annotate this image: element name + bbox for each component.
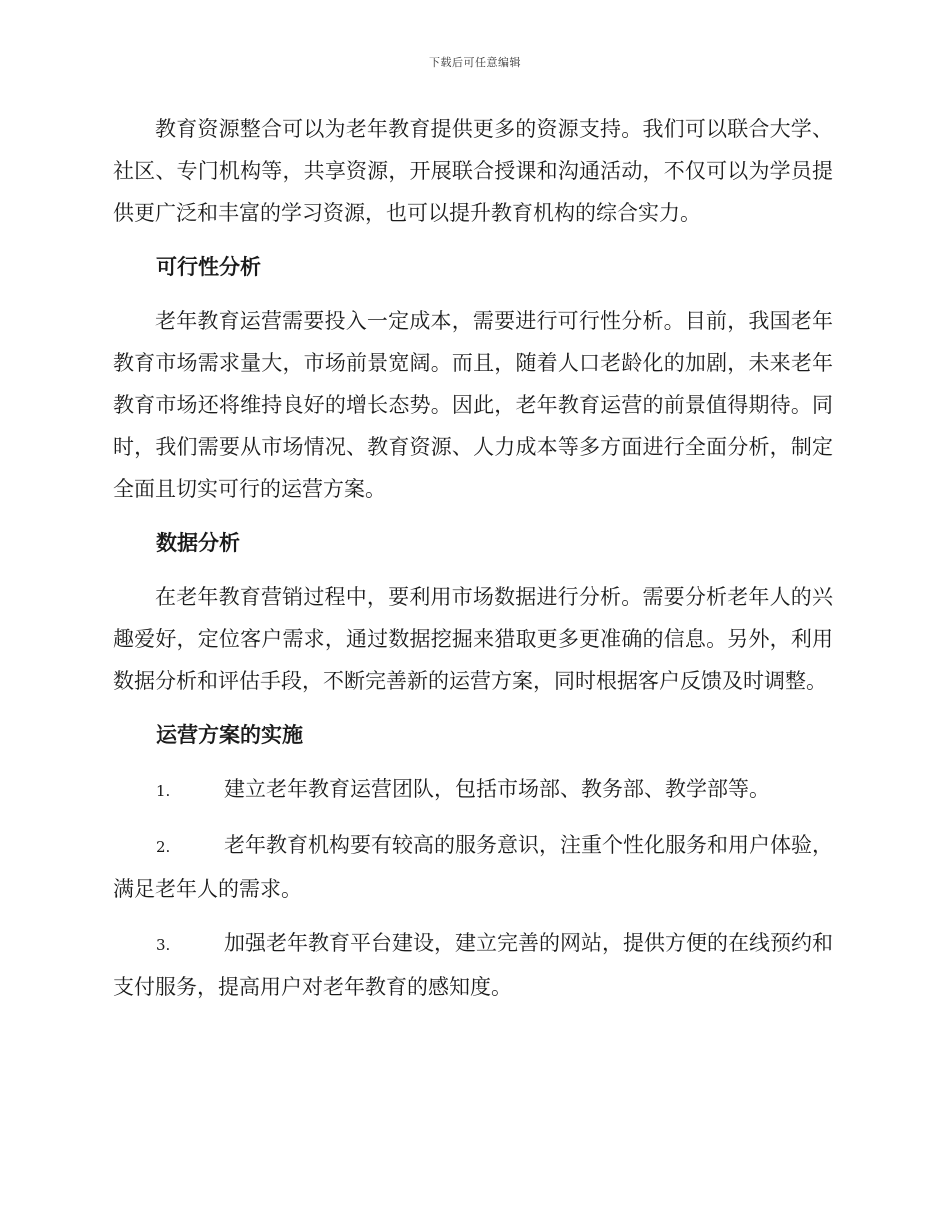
data-analysis-heading: 数据分析 bbox=[156, 531, 240, 555]
list-item-number: 3. bbox=[156, 936, 171, 954]
document-body bbox=[113, 108, 833, 1008]
header-note: 下载后可任意编辑 bbox=[429, 56, 521, 69]
list-item-text: 建立老年教育运营团队，包括市场部、教务部、教学部等。 bbox=[224, 777, 770, 801]
list-item bbox=[113, 922, 833, 1008]
list-item-text: 加强老年教育平台建设，建立完善的网站，提供方便的在线预约和支付服务，提高用户对老年教育的感知度。 bbox=[113, 931, 833, 999]
list-item bbox=[113, 824, 833, 910]
list-item-text: 老年教育机构要有较高的服务意识，注重个性化服务和用户体验，满足老年人的需求。 bbox=[113, 833, 833, 901]
feasibility-heading: 可行性分析 bbox=[156, 255, 261, 279]
list-item bbox=[113, 768, 833, 812]
intro-paragraph: 教育资源整合可以为老年教育提供更多的资源支持。我们可以联合大学、社区、专门机构等，共享资源，开展联合授课和沟通活动，不仅可以为学员提供更广泛和丰富的学习资源，也可以提升教育机构的综合实力。 bbox=[113, 117, 833, 225]
list-item-number: 2. bbox=[156, 838, 171, 856]
feasibility-paragraph: 老年教育运营需要投入一定成本，需要进行可行性分析。目前，我国老年教育市场需求量大，市场前景宽阔。而且，随着人口老龄化的加剧，未来老年教育市场还将维持良好的增长态势。因此，老年教育运营的前景值得期待。同时，我们需要从市场情况、教育资源、人力成本等多方面进行全面分析，制定全面且切实可行的运营方案。 bbox=[113, 309, 833, 501]
data-analysis-paragraph: 在老年教育营销过程中，要利用市场数据进行分析。需要分析老年人的兴趣爱好，定位客户需求，通过数据挖掘来猎取更多更准确的信息。另外，利用数据分析和评估手段，不断完善新的运营方案，同时根据客户反馈及时调整。 bbox=[113, 585, 833, 693]
implementation-heading: 运营方案的实施 bbox=[156, 723, 303, 747]
list-item-number: 1. bbox=[156, 782, 171, 800]
